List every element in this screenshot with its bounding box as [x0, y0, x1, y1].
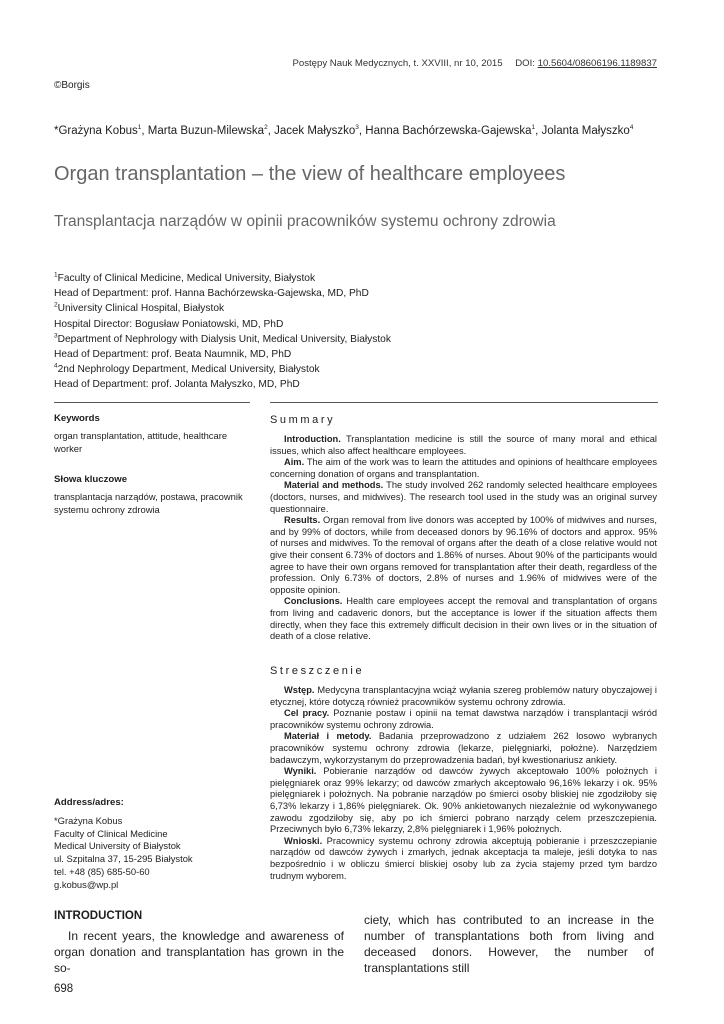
streszczenie-body — [270, 685, 657, 882]
summary-paragraph: Conclusions. Health care employees accept the removal and transplantation of organs from living and cadaveric donors, but the acceptance is lower if the situation affects them directly, when they face this extremely difficult decision in their own lives or in the situation of death of a close relative. — [270, 596, 657, 642]
doi-label: DOI: — [515, 58, 535, 69]
author: Hanna Bachórzewska-Gajewska$^1$, — [365, 124, 542, 137]
slowa-kluczowe-text: transplantacja narządów, postawa, pracownik systemu ochrony zdrowia — [54, 490, 243, 515]
journal-header — [292, 58, 657, 69]
author: Jacek Małyszko$^3$, — [274, 124, 366, 137]
article-title-en: Organ transplantation – the view of healthcare employees — [54, 163, 566, 185]
publisher-mark: ©Borgis — [54, 80, 90, 91]
address-line: ul. Szpitalna 37, 15-295 Białystok — [54, 853, 193, 865]
introduction-text-right: ciety, which has contributed to an increase in the number of transplantations both from living and deceased donors. However, the number of transplantations still — [364, 913, 654, 975]
affiliation-line: $^3$Department of Nephrology with Dialysis Unit, Medical University, Białystok — [54, 332, 391, 345]
affiliation-line: $^4$2nd Nephrology Department, Medical University, Białystok — [54, 362, 320, 376]
affiliation-line: Hospital Director: Bogusław Poniatowski, MD, PhD — [54, 318, 284, 330]
keywords-text: organ transplantation, attitude, healthcare worker — [54, 429, 228, 454]
journal-citation: Postępy Nauk Medycznych, t. XXVIII, nr 10, 2015 — [292, 58, 503, 69]
address-email[interactable]: g.kobus@wp.pl — [54, 878, 119, 890]
summary-paragraph: Introduction. Transplantation medicine is still the source of many moral and ethical issues, which also affect healthcare employees. — [270, 434, 657, 456]
introduction-heading: INTRODUCTION — [54, 910, 143, 922]
introduction-text-left: In recent years, the knowledge and awareness of organ donation and transplantation has grown in the so- — [54, 929, 344, 975]
summary-heading: Summary — [270, 414, 336, 426]
address-heading: Address/adres: — [54, 797, 124, 808]
divider-right — [270, 402, 658, 403]
page-number: 698 — [54, 983, 74, 995]
slowa-kluczowe-heading: Słowa kluczowe — [54, 474, 128, 485]
keywords-heading: Keywords — [54, 413, 100, 424]
keywords-block — [54, 413, 250, 455]
affiliation-line: Head of Department: prof. Hanna Bachórzewska-Gajewska, MD, PhD — [54, 288, 369, 300]
streszczenie-paragraph: Wyniki. Pobieranie narządów od dawców żywych akceptowało 100% położnych i pielęgniarek oraz 99% lekarzy; od dawców zmarłych akceptowało 96,16% lekarzy i ok. 95% pielęgniarek i położnych. Na pobranie narządów po śmierci osoby bliskiej nie zgodziłoby się 6,73% lekarzy i 1,86% pielęgniarek. Ok. 90% ankietowanych niezależnie od wykonywanego zawodu zgodziłoby się, aby po ich śmierci pobrano narządy celem przeszczepienia. Przeciwnych było 6,73% lekarzy, 2,8% pielęgniarek i 1,96% położnych. — [270, 766, 657, 835]
affiliation-line: Head of Department: prof. Beata Naumnik, MD, PhD — [54, 349, 292, 361]
summary-body — [270, 434, 657, 643]
slowa-kluczowe-block — [54, 474, 250, 516]
affiliations — [54, 271, 391, 393]
address-line: Medical University of Białystok — [54, 840, 181, 852]
author: *Grażyna Kobus$^1$, — [54, 124, 148, 137]
address-line: tel. +48 (85) 685-50-60 — [54, 865, 150, 877]
streszczenie-heading: Streszczenie — [270, 665, 365, 677]
address-block — [54, 797, 250, 892]
affiliation-line: Head of Department: prof. Jolanta Małyszko, MD, PhD — [54, 379, 300, 391]
article-title-pl: Transplantacja narządów w opinii pracowników systemu ochrony zdrowia — [54, 213, 556, 230]
address-line: Faculty of Clinical Medicine — [54, 827, 168, 839]
affiliation-line: $^2$University Clinical Hospital, Białystok — [54, 302, 225, 315]
doi — [515, 58, 657, 69]
streszczenie-paragraph: Wnioski. Pracownicy systemu ochrony zdrowia akceptują pobieranie i przeszczepianie narządów od dawców żywych i zmarłych, jednak akceptacja ta maleje, jeśli dotyka to nas bezpośrednio i w obliczu śmierci bliskiej osoby lub za życia stajemy przed tym bardzo trudnym wyborem. — [270, 835, 657, 881]
author: Marta Buzun-Milewska$^2$, — [147, 124, 275, 137]
streszczenie-paragraph: Cel pracy. Poznanie postaw i opinii na temat dawstwa narządów i transplantacji wśród pracowników systemu ochrony zdrowia. — [270, 708, 657, 730]
summary-paragraph: Results. Organ removal from live donors was accepted by 100% of midwives and nurses, and by 99% of doctors, while from deceased donors by 96.16% of doctors and approx. 95% of nurses and midwives. To the removal of organs after the death of a close relative would not give their consent 6.73% of doctors and 1.86% of nurses. About 90% of the participants would agree to have their own organs removed for transplantation after their death, regardless of the profession. Only 6.73% of doctors, 2.8% of nurses and 1.96% of midwives were of the opposite opinion. — [270, 515, 657, 595]
author-list — [54, 125, 633, 137]
author: Jolanta Małyszko$^4$ — [541, 124, 634, 137]
streszczenie-paragraph: Wstęp. Medycyna transplantacyjna wciąż wyłania szereg problemów natury obyczajowej i etycznej, które dotyczą również pracowników systemu ochrony zdrowia. — [270, 685, 657, 707]
doi-link[interactable]: 10.5604/08606196.1189837 — [537, 58, 657, 69]
divider-left — [54, 402, 250, 403]
summary-paragraph: Aim. The aim of the work was to learn the attitudes and opinions of healthcare employees concerning donation of organs and transplantation. — [270, 457, 657, 479]
affiliation-line: $^1$Faculty of Clinical Medicine, Medical University, Białystok — [54, 271, 316, 284]
address-line: *Grażyna Kobus — [54, 814, 123, 826]
summary-paragraph: Material and methods. The study involved 262 randomly selected healthcare employees (doctors, nurses, and midwives). The research tool used in the study was an original survey questionnaire. — [270, 480, 657, 514]
streszczenie-paragraph: Materiał i metody. Badania przeprowadzono z udziałem 262 losowo wybranych pracowników systemu ochrony zdrowia (lekarze, pielęgniarki, położne). Narzędziem badawczym, wykorzystanym do przeprowadzenia badań, był kwestionariusz ankiety. — [270, 731, 657, 765]
